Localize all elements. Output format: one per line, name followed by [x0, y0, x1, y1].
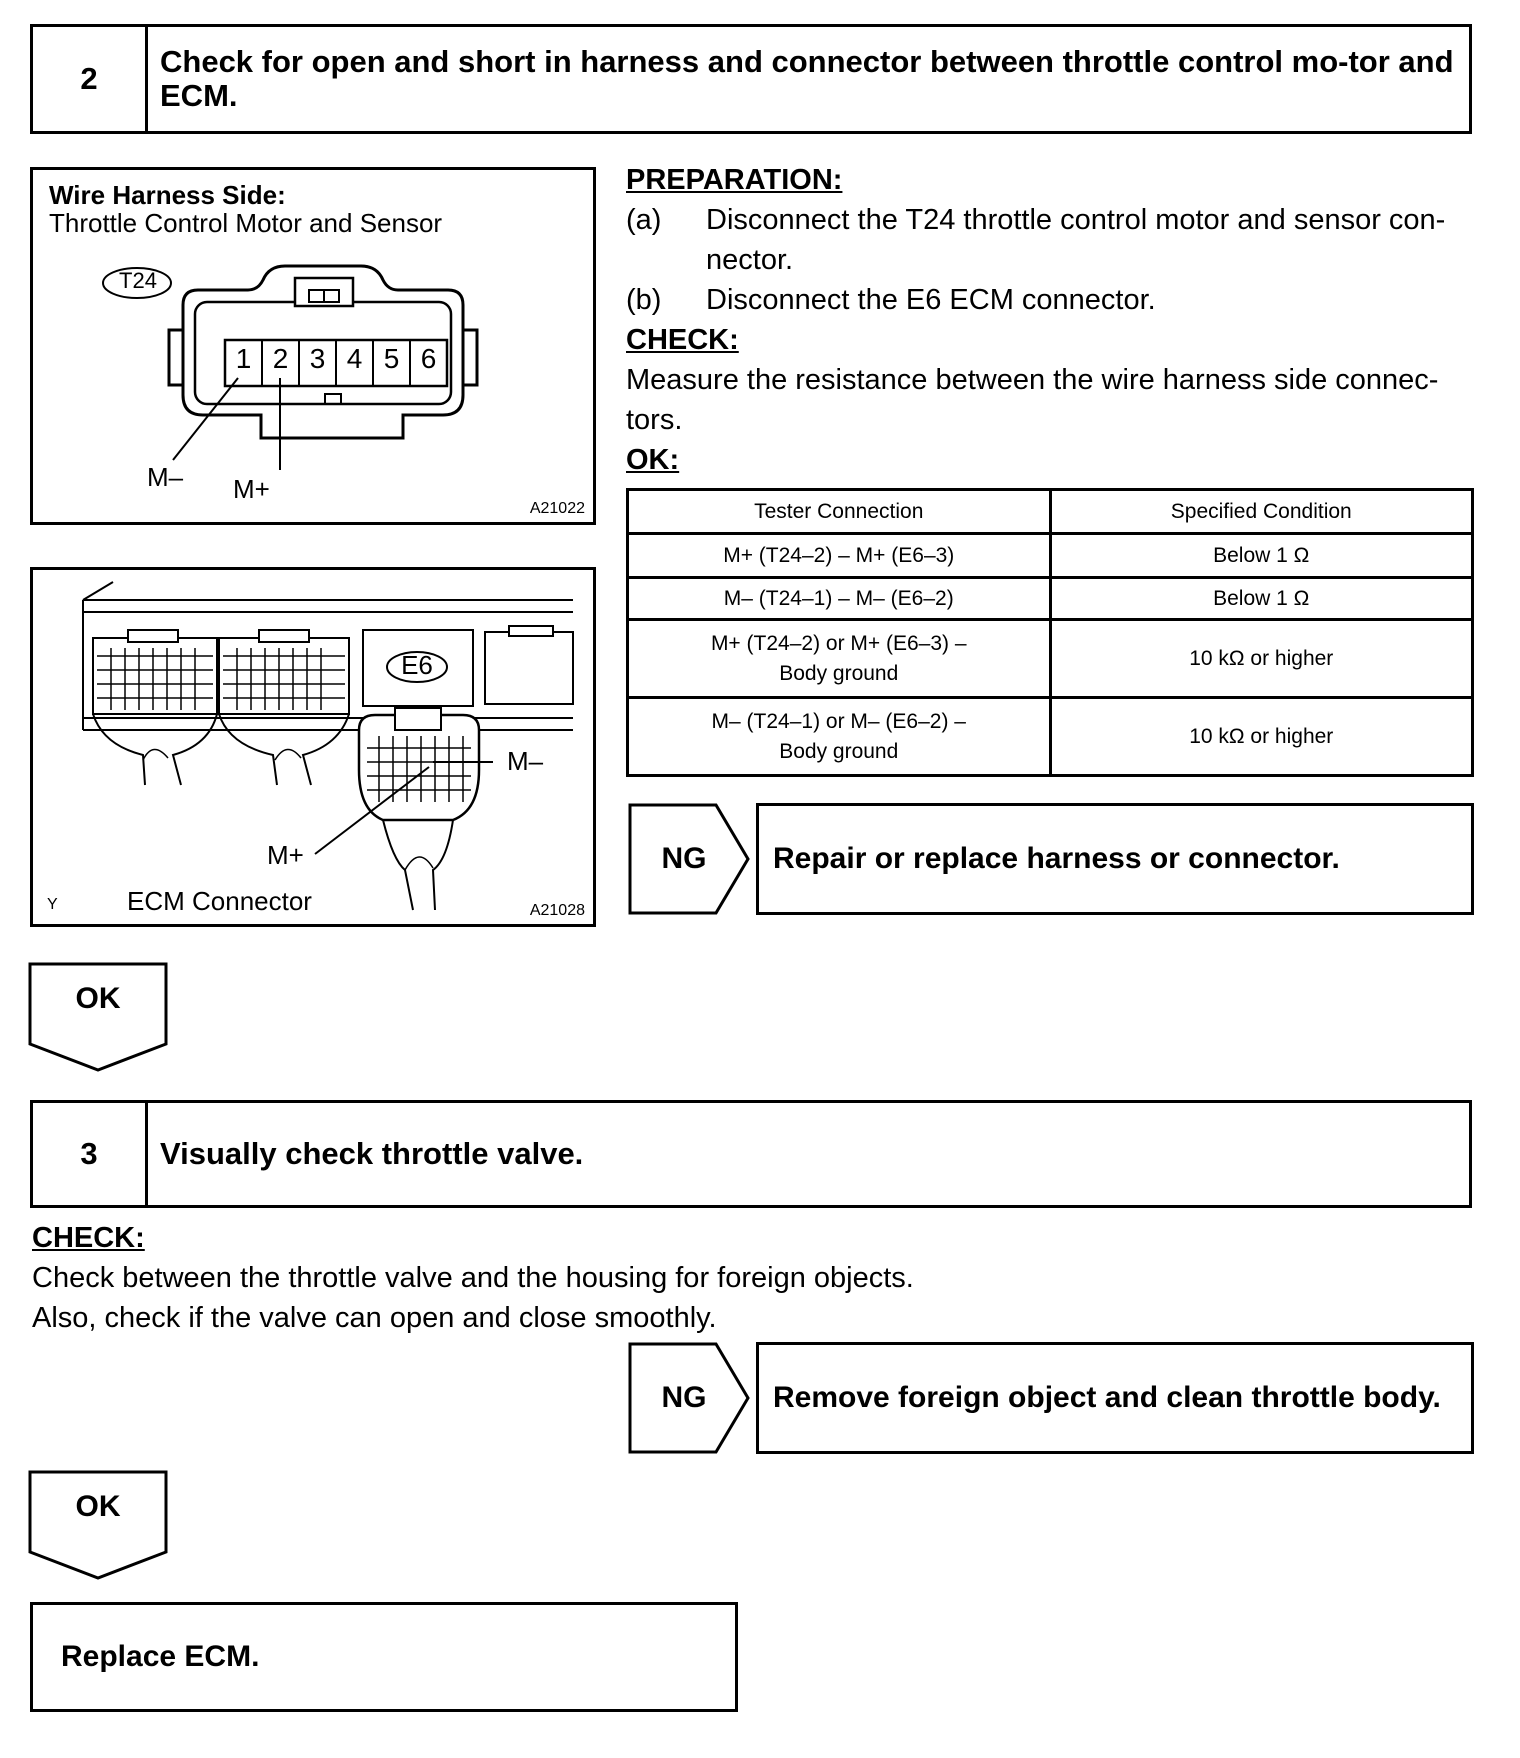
ng2-result-text: Remove foreign object and clean throttle body.	[773, 1381, 1441, 1414]
pin-5: 5	[383, 343, 400, 374]
step2-number: 2	[33, 27, 148, 131]
ecm-socket-right	[485, 632, 573, 704]
bottom-notch	[325, 394, 341, 404]
fig2-m-plus-label: M+	[267, 840, 304, 870]
ok2-label: OK	[75, 1490, 121, 1523]
fig2-m-minus-label: M–	[507, 746, 544, 776]
row4-connection	[628, 698, 1051, 776]
table-header-connection: Tester Connection	[628, 490, 1051, 534]
row3-connection	[628, 620, 1051, 698]
table-row	[628, 534, 1473, 578]
ng2-result-box	[756, 1342, 1474, 1454]
spec-table-wrap	[626, 488, 1474, 774]
connector-right-ear	[463, 330, 477, 385]
check2-text: Measure the resistance between the wire harness side connec-tors.	[626, 364, 1439, 436]
row3-connection-line1: M+ (T24–2) or M+ (E6–3) –	[710, 631, 967, 655]
fig1-m-plus-label: M+	[233, 474, 270, 504]
final-action-text: Replace ECM.	[61, 1640, 260, 1673]
prep-a-marker: (a)	[626, 204, 662, 236]
row1-condition: Below 1 Ω	[1050, 534, 1473, 578]
ok1-arrow-shape	[28, 962, 170, 1074]
prep-a-text: Disconnect the T24 throttle control motor and sensor con-nector.	[706, 204, 1446, 276]
e6-label: E6	[401, 650, 433, 680]
check3-line2: Also, check if the valve can open and close smoothly.	[32, 1302, 717, 1334]
figure-ecm-connector	[30, 567, 596, 927]
table-row	[628, 578, 1473, 620]
row2-connection: M– (T24–1) – M– (E6–2)	[628, 578, 1051, 620]
row4-connection-line2: Body ground	[779, 739, 899, 763]
fig1-heading: Wire Harness Side:	[49, 180, 286, 210]
ecm-socket-2	[219, 630, 349, 785]
fig1-code: A21022	[529, 500, 585, 517]
step2-title-text: Check for open and short in harness and connector between throttle control mo-tor and ECM.	[160, 44, 1454, 113]
prep-b-text: Disconnect the E6 ECM connector.	[706, 284, 1156, 316]
pin-3: 3	[309, 343, 326, 374]
ng1-label: NG	[661, 842, 707, 875]
ok2-arrow-shape	[28, 1470, 170, 1582]
check3-heading: CHECK:	[32, 1222, 145, 1254]
preparation-heading: PREPARATION:	[626, 164, 843, 196]
fig1-subheading: Throttle Control Motor and Sensor	[49, 208, 443, 238]
pin-2: 2	[272, 343, 289, 374]
row4-connection-line1: M– (T24–1) or M– (E6–2) –	[711, 709, 966, 733]
final-action-box	[30, 1602, 738, 1712]
spec-table	[626, 488, 1474, 777]
ng2-label: NG	[661, 1381, 707, 1414]
step2-header	[30, 24, 1472, 134]
fig2-caption: ECM Connector	[127, 886, 312, 916]
ok1-label: OK	[75, 982, 121, 1015]
ng1-result-text: Repair or replace harness or connector.	[773, 842, 1340, 875]
check2-heading: CHECK:	[626, 324, 739, 356]
row4-condition: 10 kΩ or higher	[1050, 698, 1473, 776]
prep-b-marker: (b)	[626, 284, 662, 316]
row3-condition: 10 kΩ or higher	[1050, 620, 1473, 698]
t24-label: T24	[119, 268, 157, 293]
table-row	[628, 698, 1473, 776]
pin-1: 1	[235, 343, 252, 374]
row2-condition: Below 1 Ω	[1050, 578, 1473, 620]
ok-heading: OK:	[626, 444, 680, 476]
step3-header	[30, 1100, 1472, 1208]
step3-number: 3	[33, 1103, 148, 1205]
figure-t24-connector	[30, 167, 596, 525]
fig2-corner-mark: Y	[47, 896, 58, 913]
step2-title	[148, 27, 1469, 131]
step3-title-text: Visually check throttle valve.	[160, 1136, 584, 1171]
pin-6: 6	[420, 343, 437, 374]
connector-left-ear	[169, 330, 183, 385]
e6-plug	[359, 708, 479, 910]
ecm-socket-1	[93, 630, 217, 785]
table-row	[628, 620, 1473, 698]
ng1-result-box	[756, 803, 1474, 915]
pin-4: 4	[346, 343, 363, 374]
table-header-condition: Specified Condition	[1050, 490, 1473, 534]
fig1-m-minus-label: M–	[147, 462, 184, 492]
check3-line1: Check between the throttle valve and the housing for foreign objects.	[32, 1262, 914, 1294]
row1-connection: M+ (T24–2) – M+ (E6–3)	[628, 534, 1051, 578]
fig2-code: A21028	[529, 902, 585, 919]
step3-title	[148, 1103, 1469, 1205]
row3-connection-line2: Body ground	[779, 661, 899, 685]
